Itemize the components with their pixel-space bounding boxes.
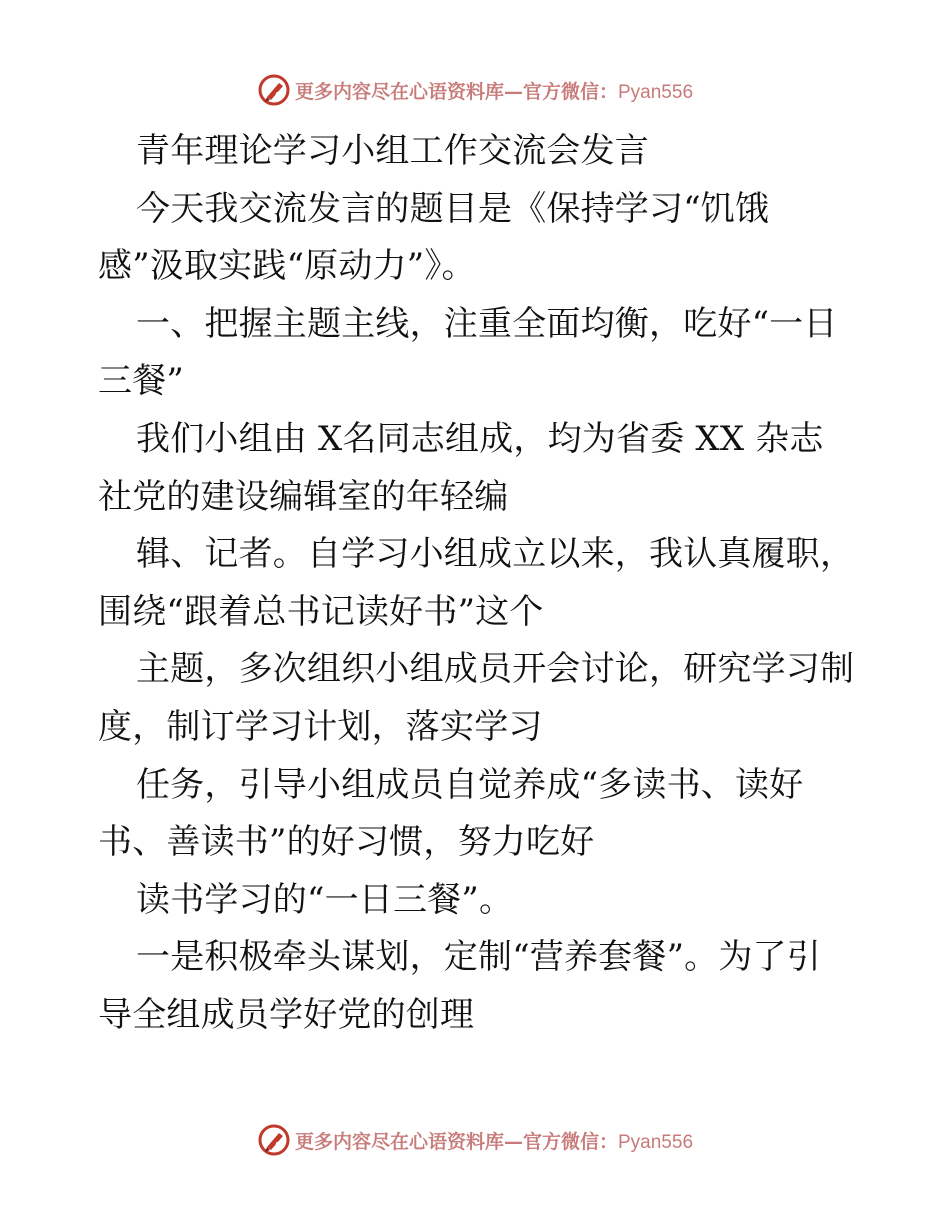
- document-line: 书、善读书”的好习惯，努力吃好: [98, 822, 595, 863]
- document-title: 青年理论学习小组工作交流会发言: [136, 131, 649, 171]
- pen-logo-icon: [257, 1123, 291, 1157]
- footer-wechat-id: Pyan556: [618, 1131, 694, 1153]
- header-banner: [0, 68, 950, 112]
- document-line: 我们小组由 X名同志组成，均为省委 XX 杂志: [136, 418, 824, 459]
- document-body: [98, 123, 858, 1045]
- section-heading-continued: 三餐”: [98, 361, 184, 402]
- document-line: 辑、记者。自学习小组成立以来，我认真履职，: [136, 534, 855, 575]
- document-line: 感”汲取实践“原动力”》。: [98, 246, 476, 287]
- header-wechat-id: Pyan556: [618, 81, 694, 103]
- footer-banner: [0, 1118, 950, 1162]
- section-heading: 一、把握主题主线，注重全面均衡，吃好“一日: [136, 303, 838, 344]
- document-line: 度，制订学习计划，落实学习: [98, 706, 543, 747]
- document-line: 读书学习的“一日三餐”。: [136, 879, 514, 920]
- document-line: 主题，多次组织小组成员开会讨论，研究学习制: [136, 649, 855, 690]
- document-line: 导全组成员学好党的创理: [98, 994, 475, 1035]
- document-line: 一是积极牵头谋划，定制“营养套餐”。为了引: [136, 937, 821, 978]
- header-banner-text: 更多内容尽在心语资料库—官方微信：Pyan556: [294, 80, 694, 103]
- document-line: 任务，引导小组成员自觉养成“多读书、读好: [136, 764, 804, 805]
- document-line: 社党的建设编辑室的年轻编: [98, 476, 509, 517]
- document-line: 围绕“跟着总书记读好书”这个: [98, 591, 544, 632]
- pen-logo-icon: [257, 73, 291, 107]
- document-line: 今天我交流发言的题目是《保持学习“饥饿: [136, 188, 770, 229]
- footer-banner-text: 更多内容尽在心语资料库—官方微信：Pyan556: [294, 1130, 694, 1153]
